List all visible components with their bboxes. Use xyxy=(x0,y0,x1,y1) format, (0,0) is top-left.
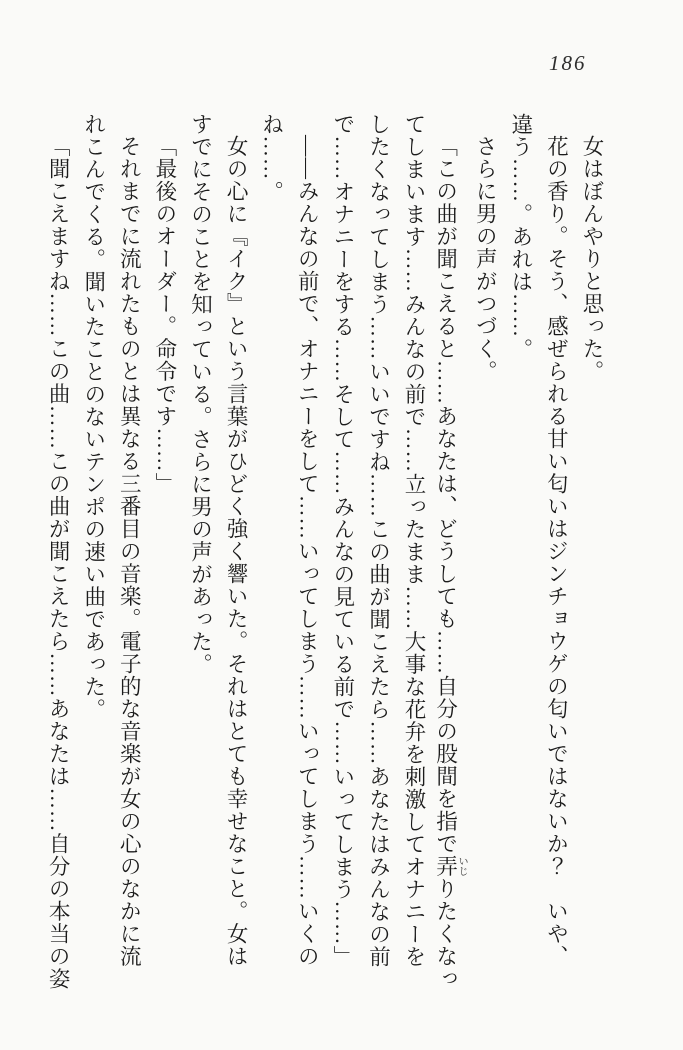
furigana-ruby: 弄いじ xyxy=(433,855,468,878)
text-column: 花の香り。そう、感ぜられる甘い匂いはジンチョウゲの匂いではないか？ いや、 xyxy=(544,135,569,968)
text-column: ――みんなの前で、オナニーをして……いってしまう……いってしまう……いくの xyxy=(295,135,320,968)
text-column: れこんでくる。聞いたことのないテンポの速い曲であった。 xyxy=(81,113,106,721)
text-column: で……オナニーをする……そして……みんなの見ている前で……いってしまう……」 xyxy=(330,113,355,968)
text-column: それまでに流れたものとは異なる三番目の音楽。電子的な音楽が女の心のなかに流 xyxy=(117,135,142,968)
text-column: 「聞こえますね……この曲……この曲が聞こえたら……あなたは……自分の本当の姿 xyxy=(46,135,71,990)
text-block xyxy=(39,113,609,1018)
text-column: てしまいます……みんなの前で……立ったまま……大事な花弁を刺激してオナニーを xyxy=(402,113,427,968)
text-column: したくなってしまう……いいですね……この曲が聞こえたら……あなたはみんなの前 xyxy=(366,113,391,968)
text-column: 「最後のオーダー。命令です……」 xyxy=(152,135,177,495)
text-column: 違う……。あれは……。 xyxy=(508,113,533,361)
text-column: 女はぼんやりと思った。 xyxy=(580,135,604,383)
text-column: すでにそのことを知っている。さらに男の声があった。 xyxy=(188,113,213,676)
page-number: 186 xyxy=(549,51,587,75)
text-column: 女の心に『イク』という言葉がひどく強く響いた。それはとても幸せなこと。女は xyxy=(224,135,249,968)
text-column: さらに男の声がつづく。 xyxy=(473,135,498,383)
text-column: 「この曲が聞こえると……あなたは、どうしても……自分の股間を指で弄いじりたくなっ xyxy=(433,135,468,990)
text-column: ね……。 xyxy=(259,113,284,203)
